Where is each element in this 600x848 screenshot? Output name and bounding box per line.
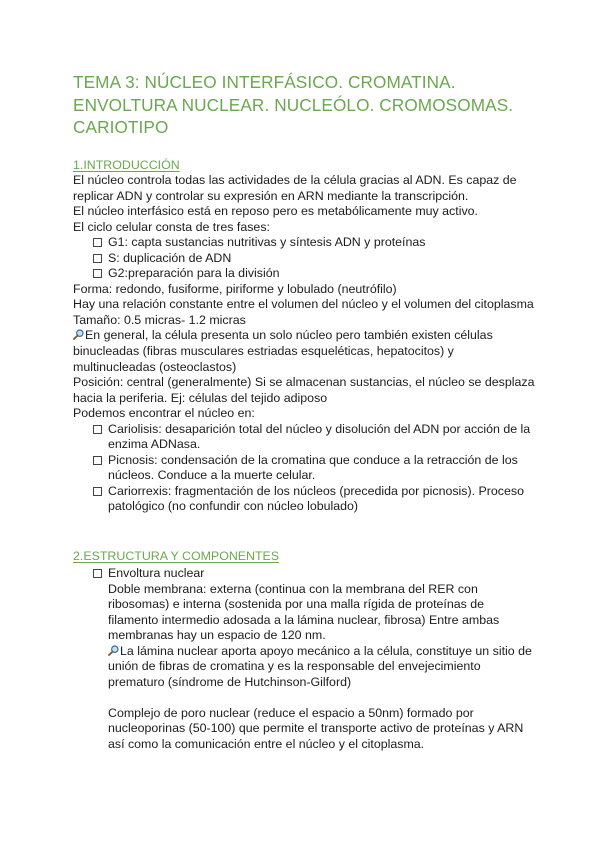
checklist-item-cariorrexis: Cariorrexis: fragmentación de los núcleos (precedida por picnosis). Proceso (73, 484, 543, 500)
paragraph-line: membranas hay un espacio de 120 nm. (108, 628, 326, 643)
checklist-item-continuation: patológico (no confundir con núcleo lobulado) (108, 499, 359, 514)
checkbox[interactable] (93, 425, 102, 434)
title-line: ENVOLTURA NUCLEAR. NUCLEÓLO. CROMOSOMAS. (73, 94, 514, 115)
section-heading-introduccion: 1.INTRODUCCIÓN (73, 158, 180, 172)
paragraph-line: Podemos encontrar el núcleo en: (73, 406, 255, 421)
note-line: binucleadas (fibras musculares estriadas esqueléticas, hepatocitos) y (73, 344, 454, 359)
paragraph-line: El ciclo celular consta de tres fases: (73, 219, 270, 234)
paragraph-line: Complejo de poro nuclear (reduce el espacio a 50nm) formado por (108, 705, 474, 720)
checklist-item-s: S: duplicación de ADN (73, 251, 543, 267)
title-line: CARIOTIPO (73, 117, 169, 137)
blank-line (73, 690, 543, 706)
note-line: prematuro (síndrome de Hutchinson-Gilford) (108, 674, 352, 689)
title-line: TEMA 3: NÚCLEO INTERFÁSICO. CROMATINA. (73, 72, 456, 92)
paragraph-line: filamento intermedio adosada a la lámina nuclear, fibrosa) Entre ambas (108, 612, 500, 627)
paragraph-line: Hay una relación constante entre el volumen del núcleo y el volumen del citoplasma (73, 297, 534, 312)
magnifier-icon (108, 645, 119, 656)
checkbox[interactable] (93, 254, 102, 263)
paragraph-line: El núcleo interfásico está en reposo pero es metabólicamente muy activo. (73, 204, 478, 219)
checkbox[interactable] (93, 456, 102, 465)
checkbox[interactable] (93, 569, 102, 578)
checklist-item-g1: G1: capta sustancias nutritivas y síntesis ADN y proteínas (73, 235, 543, 251)
note-line: En general, la célula presenta un solo núcleo pero también existen células (73, 328, 543, 344)
note-line: unión de fibras de cromatina y es la responsable del envejecimiento (108, 659, 481, 674)
checkbox[interactable] (93, 238, 102, 247)
checklist-item-continuation: enzima ADNasa. (108, 437, 201, 452)
page-title (73, 71, 573, 139)
paragraph-line: nucleoporinas (50-100) que permite el transporte activo de proteínas y ARN (108, 721, 524, 736)
checklist-item-cariolisis: Cariolisis: desaparición total del núcleo y disolución del ADN por acción de la (73, 422, 543, 438)
checklist-item-envoltura: Envoltura nuclear (73, 566, 543, 582)
paragraph-line: Forma: redondo, fusiforme, piriforme y lobulado (neutrófilo) (73, 281, 397, 296)
section-heading-estructura: 2.ESTRUCTURA Y COMPONENTES (73, 549, 280, 563)
section-estructura-body (73, 566, 543, 753)
checkbox[interactable] (93, 487, 102, 496)
checklist-item-picnosis: Picnosis: condensación de la cromatina que conduce a la retracción de los (73, 453, 543, 469)
paragraph-line: Posición: central (generalmente) Si se almacenan sustancias, el núcleo se desplaza (73, 375, 535, 390)
paragraph-line: replicar ADN y controlar su expresión en ARN mediante la transcripción. (73, 188, 469, 203)
paragraph-line: ribosomas) e interna (sostenida por una malla rígida de proteínas de (108, 597, 485, 612)
note-line: multinucleadas (osteoclastos) (73, 359, 237, 374)
note-line: La lámina nuclear aporta apoyo mecánico a la célula, constituye un sitio de (73, 644, 543, 660)
paragraph-line: hacia la periferia. Ej: células del tejido adiposo (73, 390, 328, 405)
paragraph-line: así como la comunicación entre el núcleo y el citoplasma. (108, 737, 425, 752)
checkbox[interactable] (93, 269, 102, 278)
checklist-item-g2: G2:preparación para la división (73, 266, 543, 282)
paragraph-line: Doble membrana: externa (continua con la membrana del RER con (108, 581, 478, 596)
magnifier-icon (73, 329, 84, 340)
checklist-item-continuation: núcleos. Conduce a la muerte celular. (108, 468, 316, 483)
section-introduccion-body (73, 173, 543, 515)
paragraph-line: El núcleo controla todas las actividades de la célula gracias al ADN. Es capaz de (73, 173, 517, 187)
paragraph-line: Tamaño: 0.5 micras- 1.2 micras (73, 312, 246, 327)
